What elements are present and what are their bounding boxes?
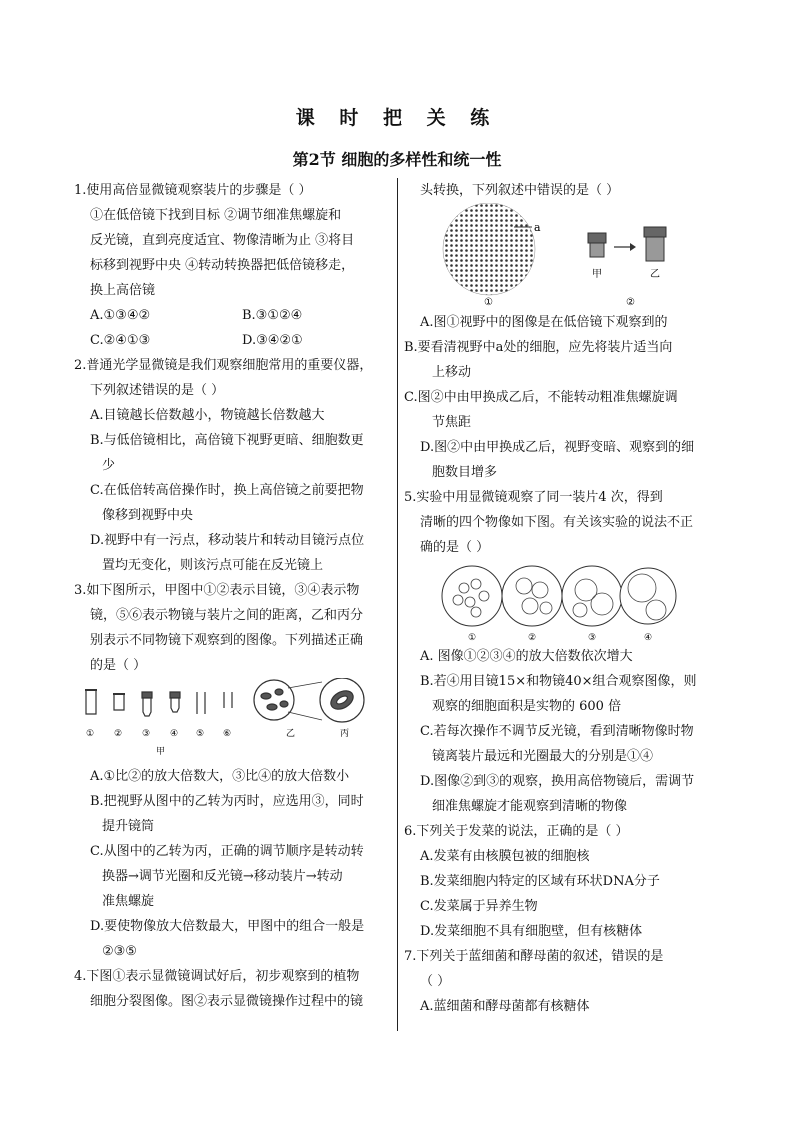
q3-option-c: C.从图中的乙转为丙，正确的调节顺序是转动转 xyxy=(90,844,364,859)
q3-option-c: 换器→调节光圈和反光镜→移动装片→转动 xyxy=(102,869,343,884)
fig-label-4: ④ xyxy=(170,729,179,739)
fig-label-a: a xyxy=(534,221,541,234)
q4-figure-drawing xyxy=(404,203,726,310)
q1-text: 标移到视野中央 ④转动转换器把低倍镜移走， xyxy=(90,258,355,273)
q6-stem: 6.下列关于发菜的说法，正确的是（ ） xyxy=(404,824,629,839)
q4-option-b: B.要看清视野中a处的细胞，应先将装片适当向 xyxy=(404,340,673,355)
q3-option-d: ②③⑤ xyxy=(102,944,137,959)
q1-option-a: A.①③④② xyxy=(90,308,151,323)
q5-option-d: 细准焦螺旋才能观察到清晰的物像 xyxy=(432,799,628,814)
q5-option-d: D.图像②到③的观察，换用高倍物镜后，需调节 xyxy=(420,774,695,789)
q1-text: 换上高倍镜 xyxy=(90,283,156,298)
fig-label-3: ③ xyxy=(588,633,597,643)
q5-stem: 确的是（ ） xyxy=(420,540,490,555)
q1-stem: 1.使用高倍显微镜观察装片的步骤是（ ） xyxy=(74,183,312,198)
q5-option-b: B.若④用目镜15×和物镜40×组合观察图像，则 xyxy=(420,674,697,689)
q3-stem: 别表示不同物镜下观察到的图像。下列描述正确 xyxy=(90,633,364,648)
fig-label-1: ① xyxy=(484,297,493,308)
fig-label-6: ⑥ xyxy=(223,729,232,739)
q4-stem: 头转换，下列叙述中错误的是（ ） xyxy=(420,183,620,198)
q4-option-d: 胞数目增多 xyxy=(432,465,498,480)
fig-label-2: ② xyxy=(528,633,537,643)
fig-label-5: ⑤ xyxy=(196,729,205,739)
q3-stem: 的是（ ） xyxy=(90,658,147,673)
q4-option-d: D.图②中由甲换成乙后，视野变暗、观察到的细 xyxy=(420,440,695,455)
q3-option-b: 提升镜筒 xyxy=(102,819,155,834)
q6-option-a: A.发菜有由核膜包被的细胞核 xyxy=(420,849,590,864)
q1-options-row xyxy=(74,328,392,353)
q1-option-d: D.③④②① xyxy=(242,333,303,348)
fig-label-bing: 丙 xyxy=(340,729,350,739)
q7-option-a: A.蓝细菌和酵母菌都有核糖体 xyxy=(420,999,590,1014)
q2-option-d: 置均无变化，则该污点可能在反光镜上 xyxy=(102,558,324,573)
q1-text: ①在低倍镜下找到目标 ②调节细准焦螺旋和 xyxy=(90,208,342,223)
q1-options-row xyxy=(74,303,392,328)
fig-label-jia: 甲 xyxy=(156,747,166,757)
q1-option-c: C.②④①③ xyxy=(90,333,151,348)
q3-option-c: 准焦螺旋 xyxy=(102,894,155,909)
q4-option-b: 上移动 xyxy=(432,365,472,380)
q3-stem: 镜，⑤⑥表示物镜与装片之间的距离，乙和丙分 xyxy=(90,608,364,623)
section-title: 第2节 细胞的多样性和统一性 xyxy=(292,150,502,169)
q2-option-b: 少 xyxy=(102,458,116,473)
q3-stem: 3.如下图所示，甲图中①②表示目镜，③④表示物 xyxy=(74,583,360,598)
q7-stem: 7.下列关于蓝细菌和酵母菌的叙述，错误的是 xyxy=(404,949,664,964)
q5-option-c: C.若每次操作不调节反光镜，看到清晰物像时物 xyxy=(420,724,694,739)
q2-option-d: D.视野中有一污点，移动装片和转动目镜污点位 xyxy=(90,533,365,548)
left-column xyxy=(74,178,392,1014)
q6-option-c: C.发菜属于异养生物 xyxy=(420,899,538,914)
q4-stem: 4.下图①表示显微镜调试好后，初步观察到的植物 xyxy=(74,969,360,984)
q5-figure xyxy=(404,560,726,644)
fig-label-3: ③ xyxy=(142,729,151,739)
q2-option-a: A.目镜越长倍数越小，物镜越长倍数越大 xyxy=(90,408,325,423)
q3-figure xyxy=(74,678,392,764)
q5-option-b: 观察的细胞面积是实物的 600 倍 xyxy=(432,699,622,714)
q5-option-a: A. 图像①②③④的放大倍数依次增大 xyxy=(420,649,633,664)
q2-option-c: C.在低倍转高倍操作时，换上高倍镜之前要把物 xyxy=(90,483,364,498)
right-column xyxy=(404,178,726,1019)
q1-text: 反光镜，直到亮度适宜、物像清晰为止 ③将目 xyxy=(90,233,355,248)
q3-option-a: A.①比②的放大倍数大，③比④的放大倍数小 xyxy=(90,769,350,784)
q7-stem: （ ） xyxy=(420,974,451,989)
q4-option-a: A.图①视野中的图像是在低倍镜下观察到的 xyxy=(420,315,668,330)
column-divider xyxy=(397,178,398,1031)
q5-figure-drawing xyxy=(404,560,726,644)
q4-stem: 细胞分裂图像。图②表示显微镜操作过程中的镜 xyxy=(90,994,364,1009)
q6-option-b: B.发菜细胞内特定的区域有环状DNA分子 xyxy=(420,874,660,889)
fig-label-4: ④ xyxy=(644,633,653,643)
q2-option-b: B.与低倍镜相比，高倍镜下视野更暗、细胞数更 xyxy=(90,433,364,448)
q5-option-c: 镜离装片最远和光圈最大的分别是①④ xyxy=(432,749,654,764)
q3-option-b: B.把视野从图中的乙转为丙时，应选用③，同时 xyxy=(90,794,364,809)
fig-label-yi: 乙 xyxy=(650,269,660,280)
q2-stem: 下列叙述错误的是（ ） xyxy=(90,383,225,398)
q4-option-c: 节焦距 xyxy=(432,415,472,430)
q3-figure-drawing xyxy=(74,678,392,764)
q3-option-d: D.要使物像放大倍数最大，甲图中的组合一般是 xyxy=(90,919,365,934)
fig-label-2: ② xyxy=(626,297,635,308)
fig-label-1: ① xyxy=(86,729,95,739)
q4-figure xyxy=(404,203,726,310)
fig-label-1: ① xyxy=(468,633,477,643)
q6-option-d: D.发菜细胞不具有细胞壁，但有核糖体 xyxy=(420,924,643,939)
q1-option-b: B.③①②④ xyxy=(242,308,303,323)
q2-option-c: 像移到视野中央 xyxy=(102,508,194,523)
fig-label-jia: 甲 xyxy=(592,269,602,280)
q5-stem: 5.实验中用显微镜观察了同一装片4 次，得到 xyxy=(404,490,663,505)
q2-stem: 2.普通光学显微镜是我们观察细胞常用的重要仪器， xyxy=(74,358,373,373)
fig-label-yi: 乙 xyxy=(286,729,296,739)
q5-stem: 清晰的四个物像如下图。有关该实验的说法不正 xyxy=(420,515,694,530)
fig-label-2: ② xyxy=(114,729,123,739)
page-title: 课 时 把 关 练 xyxy=(295,107,499,129)
q4-option-c: C.图②中由甲换成乙后，不能转动粗准焦螺旋调 xyxy=(404,390,678,405)
